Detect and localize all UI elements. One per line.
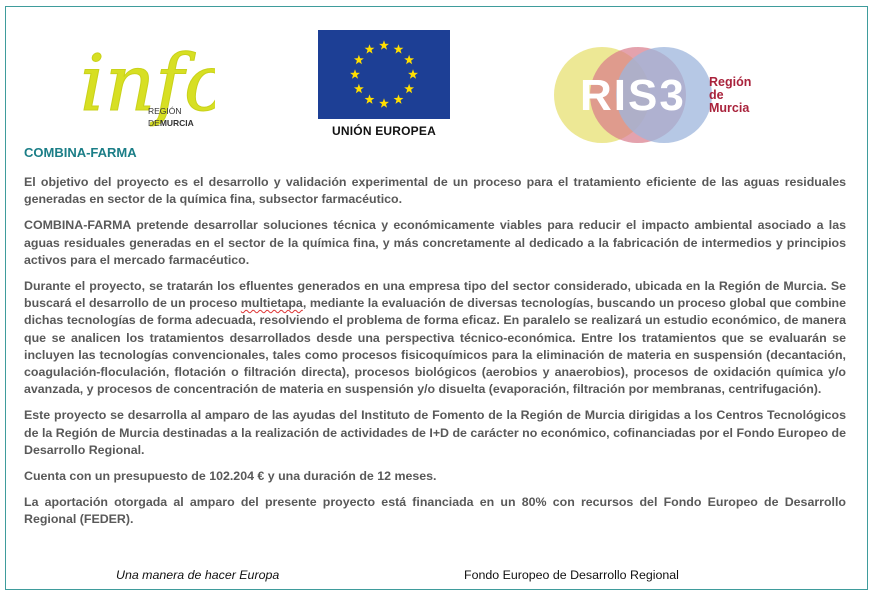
eu-flag (318, 30, 450, 119)
eu-stars-icon (318, 30, 450, 119)
eu-star-icon (365, 94, 375, 103)
eu-star-icon (354, 84, 364, 93)
info-logo-wordmark: inf (80, 39, 185, 129)
ris3-text-de: de (709, 88, 724, 102)
paragraph-feder: La aportación otorgada al amparo del presente proyecto está financiada en un 80% con recursos del Fondo Europeo de Desarrollo Regional (FEDER). (24, 495, 846, 527)
paragraph-objective: El objetivo del proyecto es el desarrollo y validación experimental de un proceso para el tratamiento eficiente de las aguas residuales generadas en sector de la química fina, subsector farmacéutico. (24, 175, 846, 207)
eu-star-icon (404, 55, 414, 64)
paragraph-budget: Cuenta con un presupuesto de 102.204 € y una duración de 12 meses. (24, 469, 437, 484)
eu-star-icon (404, 84, 414, 93)
info-region-murcia-logo (80, 22, 215, 140)
eu-star-icon (408, 69, 418, 78)
eu-flag-logo (317, 29, 451, 143)
paragraph-methodology-part2: , mediante la evaluación de diversas tecnologías, buscando un proceso global que combine dichas tecnologías de forma adecuada, resolviendo el problema de forma eficaz. En paralelo se realizará un estudio económico, de manera que se analicen los tratamientos desarrollados desde una perspectiva técnico-económica. Entre los tratamientos que se evaluarán se incluyen las tecnologías convencionales, tales como procesos fisicoquímicos para la eliminación de materia en suspensión (decantación, coagulación-floculación, flotación o filtración directa), procesos biológicos (aerobios y anaerobios), procesos de oxidación química y/o avanzada, y procesos de concentración de materia en suspensión y/o disuelta (evaporación, filtración por membranas, centrifugación). (24, 296, 846, 397)
info-logo-murcia-text: DEMURCIA (148, 118, 194, 128)
ris3-text-murcia: Murcia (709, 101, 750, 115)
ris3-text-region: Región (709, 75, 752, 89)
eu-star-icon (365, 44, 375, 53)
eu-star-icon (379, 40, 389, 49)
eu-star-icon (379, 98, 389, 107)
project-title: COMBINA-FARMA (24, 145, 137, 160)
eu-caption: UNIÓN EUROPEA (332, 124, 436, 138)
ris3-letters: RIS3 (580, 71, 686, 120)
eu-star-icon (354, 55, 364, 64)
paragraph-funding-context: Este proyecto se desarrolla al amparo de las ayudas del Instituto de Fomento de la Región de Murcia dirigidas a los Centros Tecnológicos de la Región de Murcia destinadas a la realización de actividades de I+D de carácter no económico, cofinanciadas por el Fondo Europeo de Desarrollo Regional. (24, 408, 846, 457)
paragraph-methodology (24, 278, 846, 398)
paragraph-methodology-part1: Durante el proyecto, se tratarán los efluentes generados en una empresa tipo del sector considerado, ubicada en la Región de Murcia. Se buscará el desarrollo de un proceso (24, 279, 846, 311)
eu-star-icon (394, 44, 404, 53)
footer-fund-name: Fondo Europeo de Desarrollo Regional (464, 568, 679, 582)
eu-star-icon (394, 94, 404, 103)
info-logo-region-text: REGIÓN (148, 106, 182, 116)
spellcheck-marked-word: multietapa (240, 296, 303, 311)
footer-slogan: Una manera de hacer Europa (116, 568, 280, 582)
eu-star-icon (350, 69, 360, 78)
ris3-region-murcia-logo (552, 44, 772, 146)
paragraph-aim: COMBINA-FARMA pretende desarrollar soluciones técnica y económicamente viables para reducir el impacto ambiental asociado a las aguas residuales generadas en el sector de la química fina, y más concretamente al dedicado a la fabricación de intermedios y principios activos para el mercado farmacéutico. (24, 218, 846, 267)
project-description (24, 174, 846, 538)
